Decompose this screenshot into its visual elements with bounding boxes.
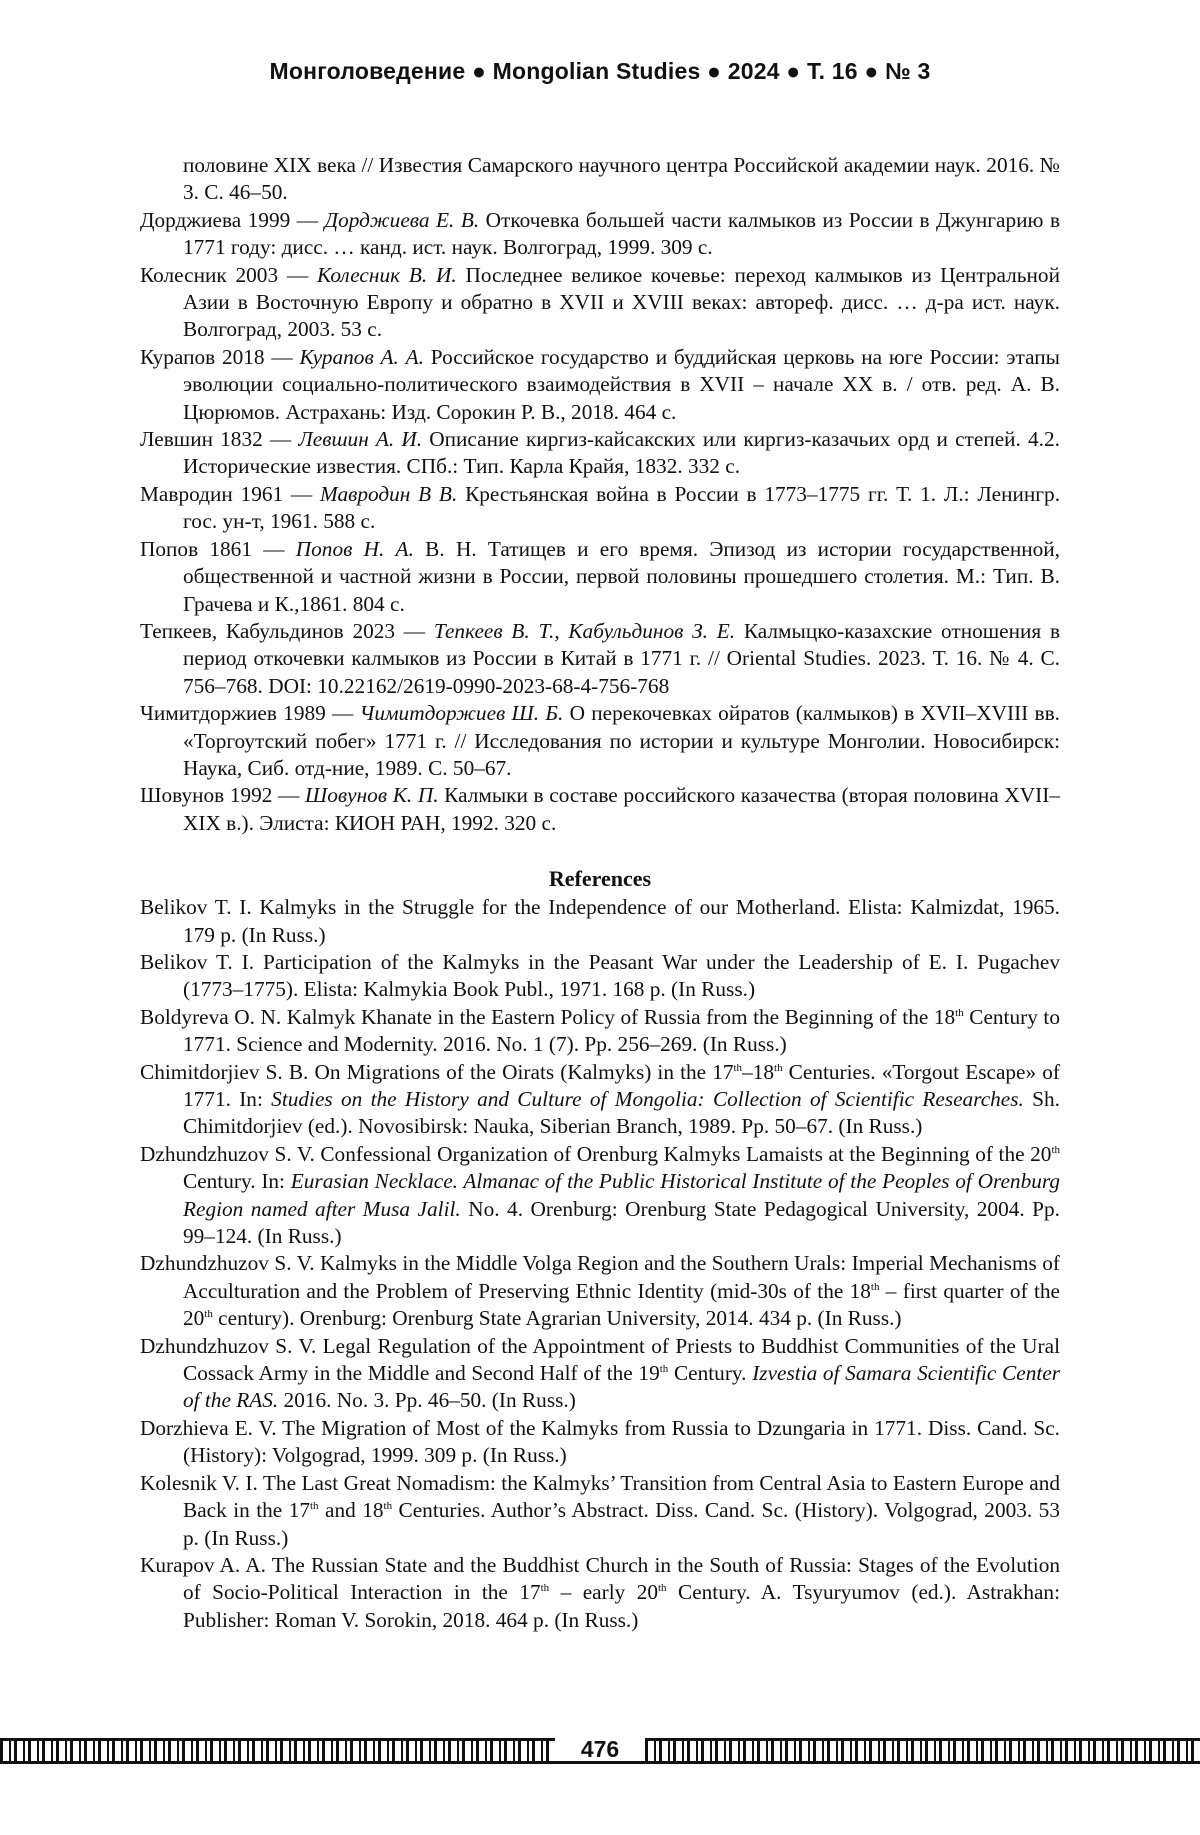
- ref-title: Studies on the History and Culture of Mongolia: Collection of Scientific Researches.: [271, 1087, 1024, 1111]
- bib-text: О перекочевках ойратов (калмыков) в XVII–XVIII вв. «Торгоутский побег» 1771 г. // Исследования по истории и культуре Монголии. Новосибирск: Наука, Сиб. отд-ние, 1989. С. 50–67.: [183, 701, 1060, 780]
- bib-author: Левшин А. И.: [298, 427, 423, 452]
- bib-entry: [140, 782, 1060, 837]
- ordinal-suffix: th: [204, 1308, 213, 1321]
- bib-author: Чимитдоржиев Ш. Б.: [359, 701, 564, 726]
- ordinal-suffix: th: [774, 1061, 783, 1074]
- ordinal-suffix: th: [383, 1500, 393, 1512]
- ornament-band-right: [645, 1738, 1200, 1764]
- ordinal-suffix: th: [310, 1500, 319, 1512]
- bib-key: Тепкеев, Кабульдинов 2023 —: [140, 618, 434, 643]
- ref-title: Eurasian Necklace. Almanac of the Public Historical Institute of the Peoples of Orenburg Region named after Musa Jalil.: [183, 1169, 1061, 1221]
- bib-text: Российское государство и буддийская церковь на юге России: этапы эволюции социально-политического взаимодействия в XVII – начале XX в. / отв. ред. А. В. Цюрюмов. Астрахань: Изд. Сорокин Р. В., 2018. 464 с.: [183, 344, 1060, 424]
- ref-text: Kolesnik V. I. The Last Great Nomadism: the Kalmyks’ Transition from Central Asia to Eastern Europe and Back in the 17: [140, 1470, 1060, 1523]
- bib-text: Описание киргиз-кайсакских или киргиз-казачьих орд и степей. 4.2. Исторические известия. СПб.: Тип. Карла Крайя, 1832. 332 с.: [183, 427, 1060, 479]
- bib-entry: [140, 207, 1060, 262]
- bib-key: Дорджиева 1999 —: [140, 207, 325, 232]
- ref-entry: [140, 1250, 1060, 1332]
- ref-text: Dorzhieva E. V. The Migration of Most of the Kalmyks from Russia to Dzungaria in 1771. Diss. Cand. Sc. (History): Volgograd, 1999. 309 p. (In Russ.): [140, 1415, 1060, 1468]
- bib-entry: [140, 618, 1060, 700]
- ref-entry: [140, 1552, 1060, 1634]
- bib-author: Курапов А. А.: [299, 344, 424, 369]
- ordinal-suffix: th: [659, 1362, 669, 1375]
- ref-entry: [140, 1141, 1060, 1251]
- ref-text: Belikov T. I. Participation of the Kalmyks in the Peasant War under the Leadership of E. I. Pugachev (1773–1775). Elista: Kalmykia Book Publ., 1971. 168 p. (In Russ.): [140, 949, 1060, 1002]
- bib-author: Попов Н. А.: [295, 536, 414, 561]
- bib-key: Чимитдоржиев 1989 —: [140, 701, 360, 726]
- ref-title: Izvestia of Samara Scientific Center of the RAS.: [183, 1361, 1060, 1413]
- ref-text: Boldyreva O. N. Kalmyk Khanate in the Eastern Policy of Russia from the Beginning of the 18: [140, 1004, 956, 1029]
- bib-key: Шовунов 1992 —: [140, 783, 306, 808]
- ref-text: – first quarter of the 20: [183, 1278, 1060, 1331]
- running-header: Монголоведение ● Mongolian Studies ● 2024 ● Т. 16 ● № 3: [269, 58, 931, 84]
- bib-text: В. Н. Татищев и его время. Эпизод из истории государственной, общественной и частной жизни в России, первой половины прошедшего столетия. М.: Тип. В. Грачева и К.,1861. 804 с.: [183, 536, 1060, 616]
- bib-key: Колесник 2003 —: [140, 262, 317, 287]
- ref-text: No. 4. Orenburg: Orenburg State Pedagogical University, 2004. Pp. 99–124. (In Russ.): [183, 1196, 1060, 1249]
- bib-entry: [140, 700, 1060, 782]
- ref-text: Century to 1771. Science and Modernity. 2016. No. 1 (7). Pp. 256–269. (In Russ.): [183, 1004, 1060, 1057]
- ref-text: – early 20: [549, 1580, 658, 1605]
- ref-entry: [140, 1415, 1060, 1470]
- ref-entry: [140, 949, 1060, 1004]
- ref-entry: [140, 1470, 1060, 1552]
- ref-text: Belikov T. I. Kalmyks in the Struggle for the Independence of our Motherland. Elista: Kalmizdat, 1965. 179 p. (In Russ.): [140, 895, 1060, 947]
- ref-text: –18: [742, 1059, 775, 1084]
- ordinal-suffix: th: [870, 1280, 880, 1293]
- bib-text: Калмыки в составе российского казачества (вторая половина XVII–XIX в.). Элиста: КИОН РАН, 1992. 320 с.: [183, 783, 1060, 835]
- ref-text: Century. A. Tsyuryumov (ed.). Astrakhan: Publisher: Roman V. Sorokin, 2018. 464 p. (In Russ.): [183, 1580, 1060, 1632]
- bib-text: Последнее великое кочевье: переход калмыков из Центральной Азии в Восточную Европу и обратно в XVII и XVIII веках: автореф. дисс. … д-ра ист. наук. Волгоград, 2003. 53 с.: [183, 262, 1060, 342]
- ref-entry: [140, 1059, 1060, 1141]
- bib-author: Колесник В. И.: [316, 262, 457, 287]
- bib-text: Откочевка большей части калмыков из России в Джунгарию в 1771 году: дисс. … канд. ист. наук. Волгоград, 1999. 309 с.: [183, 207, 1060, 260]
- ordinal-suffix: th: [658, 1582, 667, 1595]
- ref-text: Dzhundzhuzov S. V. Kalmyks in the Middle Volga Region and the Southern Urals: Imperial Mechanisms of Acculturation and the Problem of Preserving Ethnic Identity (mid-30s of the 18: [140, 1251, 1060, 1303]
- ref-text: Centuries. Author’s Abstract. Diss. Cand. Sc. (History). Volgograd, 2003. 53 p. (In Russ.): [183, 1498, 1060, 1550]
- page-number: 476: [555, 1737, 645, 1764]
- english-references: [140, 894, 1060, 1634]
- ref-text: Chimitdorjiev S. B. On Migrations of the Oirats (Kalmyks) in the 17: [140, 1059, 734, 1084]
- ref-entry: [140, 894, 1060, 949]
- bib-key: Левшин 1832 —: [140, 427, 299, 452]
- page-footer: [0, 1738, 1200, 1764]
- ordinal-suffix: th: [1051, 1143, 1060, 1156]
- reference-continuation: половине XIX века // Известия Самарского научного центра Российской академии наук. 2016. № 3. С. 46–50.: [183, 153, 1060, 205]
- ref-text: and 18: [318, 1498, 384, 1523]
- bib-key: Курапов 2018 —: [140, 344, 300, 369]
- bib-key: Попов 1861 —: [140, 536, 296, 561]
- ref-text: Kurapov A. A. The Russian State and the Buddhist Church in the South of Russia: Stages of the Evolution of Socio-Political Interaction in the 17: [140, 1552, 1060, 1605]
- ordinal-suffix: th: [733, 1061, 743, 1074]
- ref-text: century). Orenburg: Orenburg State Agrarian University, 2014. 434 p. (In Russ.): [212, 1306, 902, 1331]
- ordinal-suffix: th: [540, 1582, 550, 1595]
- ref-text: Dzhundzhuzov S. V. Confessional Organization of Orenburg Kalmyks Lamaists at the Beginning of the 20: [140, 1141, 1052, 1166]
- bib-entry: [140, 536, 1060, 618]
- bib-author: Дорджиева Е. В.: [324, 207, 480, 232]
- bib-entry: [140, 426, 1060, 481]
- ornament-band-left: [0, 1738, 555, 1764]
- bib-author: Тепкеев В. Т., Кабульдинов З. Е.: [433, 618, 736, 643]
- ref-text: Dzhundzhuzov S. V. Legal Regulation of the Appointment of Priests to Buddhist Communities of the Ural Cossack Army in the Middle and Second Half of the 19: [140, 1333, 1060, 1386]
- bib-author: Мавродин В В.: [320, 481, 458, 506]
- ref-text: Century.: [668, 1361, 753, 1386]
- ref-entry: [140, 1333, 1060, 1415]
- bib-author: Шовунов К. П.: [305, 783, 439, 808]
- bib-text: Калмыцко-казахские отношения в период откочевки калмыков из России в Китай в 1771 г. // Oriental Studies. 2023. Т. 16. № 4. С. 756–768. DOI: 10.22162/2619-0990-2023-68-4-756-768: [183, 618, 1060, 698]
- bib-entry: [140, 262, 1060, 344]
- ref-text: Centuries. «Torgout Escape» of 1771. In:: [183, 1059, 1060, 1111]
- ref-text: Sh. Chimitdorjiev (ed.). Novosibirsk: Nauka, Siberian Branch, 1989. Pp. 50–67. (In Russ.): [183, 1087, 1060, 1139]
- ordinal-suffix: th: [955, 1006, 964, 1019]
- ref-text: 2016. No. 3. Pp. 46–50. (In Russ.): [278, 1388, 576, 1413]
- bib-key: Мавродин 1961 —: [140, 481, 321, 506]
- ref-text: Century. In:: [183, 1169, 291, 1194]
- article-body: [140, 152, 1060, 1634]
- bib-text: Крестьянская война в России в 1773–1775 гг. Т. 1. Л.: Ленингр. гос. ун-т, 1961. 588 с.: [183, 481, 1061, 534]
- ref-entry: [140, 1004, 1060, 1059]
- references-heading: References: [548, 866, 652, 892]
- bib-entry: [140, 344, 1060, 426]
- russian-bibliography: [140, 207, 1060, 837]
- bib-entry: [140, 481, 1060, 536]
